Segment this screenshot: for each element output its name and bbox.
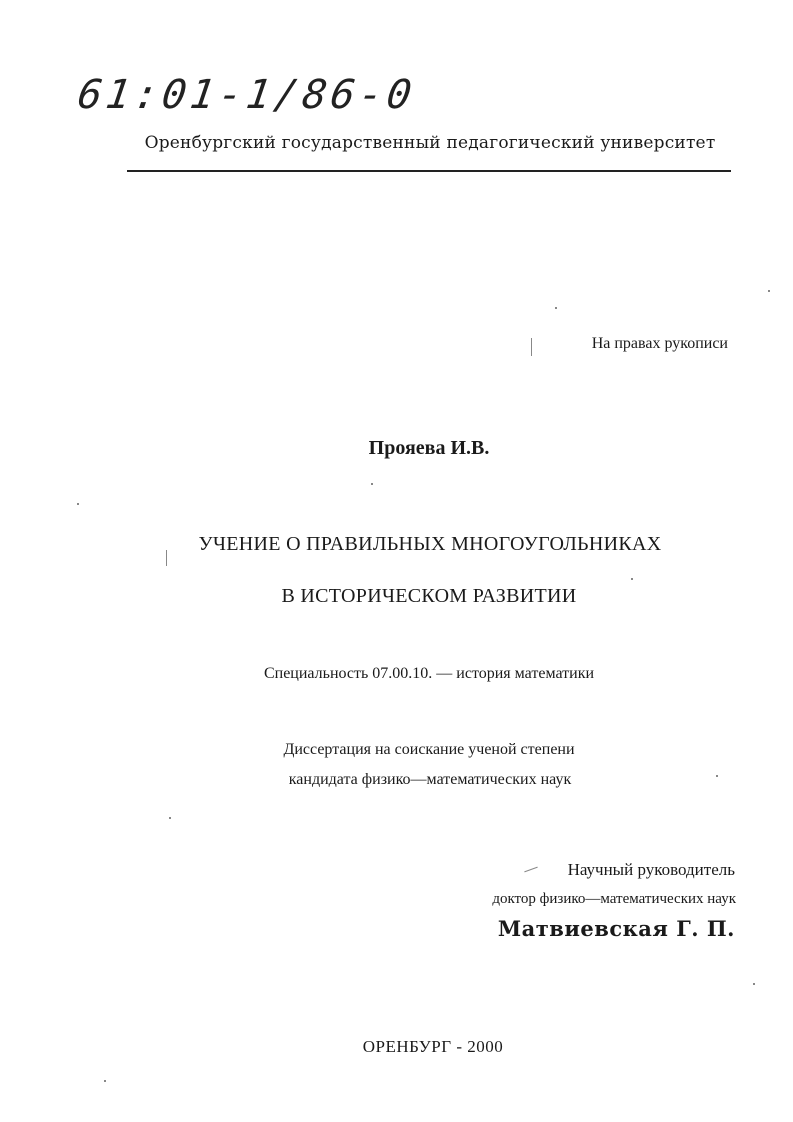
- scan-speck: [753, 983, 755, 985]
- city-year: ОРЕНБУРГ - 2000: [362, 1037, 504, 1056]
- scan-speck: [77, 503, 79, 505]
- supervisor-degree: доктор физико—математических наук: [492, 891, 736, 907]
- scan-speck: [371, 483, 373, 485]
- scan-speck: [524, 867, 537, 873]
- scan-speck: [531, 338, 532, 356]
- dissertation-line-1: Диссертация на соискание ученой степени: [283, 741, 575, 758]
- scan-speck: [169, 817, 171, 819]
- title-line-1: УЧЕНИЕ О ПРАВИЛЬНЫХ МНОГОУГОЛЬНИКАХ: [198, 533, 662, 555]
- specialty: Специальность 07.00.10. — история математики: [263, 665, 595, 682]
- rights-note: На правах рукописи: [591, 335, 728, 352]
- university-name: Оренбургский государственный педагогический университет: [144, 133, 716, 153]
- supervisor-name: Матвиевская Г. П.: [497, 916, 735, 941]
- scan-speck: [631, 578, 633, 580]
- header-divider: [127, 170, 731, 172]
- dissertation-line-2: кандидата физико—математических наук: [288, 771, 572, 788]
- author-name: Прояева И.В.: [368, 437, 490, 459]
- supervisor-label: Научный руководитель: [567, 860, 735, 879]
- archive-code: 61:01-1/86-0: [74, 72, 419, 118]
- scan-speck: [768, 290, 770, 292]
- scan-speck: [716, 775, 718, 777]
- scan-speck: [555, 307, 557, 309]
- title-line-2: В ИСТОРИЧЕСКОМ РАЗВИТИИ: [281, 585, 577, 607]
- scan-speck: [104, 1080, 106, 1082]
- scan-speck: [166, 550, 167, 566]
